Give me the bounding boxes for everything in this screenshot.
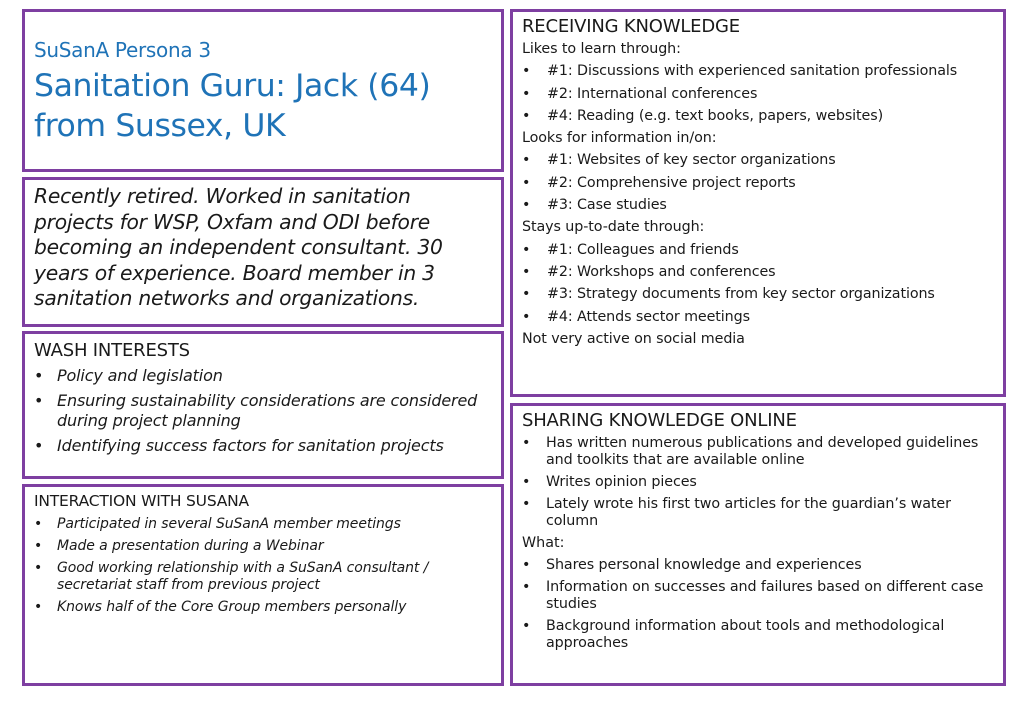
list-item: • Good working relationship with a SuSanA consultant / secretariat staff from previous project [34, 560, 493, 594]
sharing-knowledge-box [510, 403, 1006, 686]
list-item: • Information on successes and failures based on different case studies [522, 579, 995, 613]
list-item: • Knows half of the Core Group members personally [34, 599, 493, 616]
persona-title-line: from Sussex, UK [34, 108, 286, 144]
list-item: • Writes opinion pieces [522, 474, 995, 491]
list-item: • #2: Workshops and conferences [522, 261, 995, 283]
uptodate-list [522, 239, 995, 328]
bio-line: years of experience. Board member in 3 [34, 260, 435, 285]
sharing-list [522, 435, 995, 530]
list-item: • Policy and legislation [34, 366, 493, 387]
list-item: • Background information about tools and methodological approaches [522, 618, 995, 652]
receiving-knowledge-box [510, 9, 1006, 397]
list-item: • #2: International conferences [522, 83, 995, 105]
learn-list [522, 60, 995, 127]
info-list [522, 149, 995, 216]
list-item: • #1: Websites of key sector organizations [522, 149, 995, 171]
list-item: • Has written numerous publications and developed guidelines and toolkits that are available online [522, 435, 995, 469]
bio-line: becoming an independent consultant. 30 [34, 235, 443, 259]
wash-interests-heading: WASH INTERESTS [34, 340, 190, 361]
list-item: • Made a presentation during a Webinar [34, 538, 493, 555]
what-label: What: [522, 535, 565, 551]
interaction-heading: INTERACTION WITH SUSANA [34, 492, 249, 510]
bio-line: Recently retired. Worked in sanitation [34, 184, 411, 208]
interaction-list [34, 516, 493, 616]
persona-title-line: Sanitation Guru: Jack (64) [34, 68, 431, 104]
info-label: Looks for information in/on: [522, 130, 717, 147]
list-item: • #3: Case studies [522, 194, 995, 216]
persona-bio-box [22, 177, 504, 327]
sharing-heading: SHARING KNOWLEDGE ONLINE [522, 410, 797, 431]
list-item: • Lately wrote his first two articles for the guardian’s water column [522, 496, 995, 530]
what-list [522, 557, 995, 652]
list-item: • #2: Comprehensive project reports [522, 172, 995, 194]
learn-label: Likes to learn through: [522, 41, 681, 57]
persona-subtitle: SuSanA Persona 3 [34, 38, 211, 62]
receiving-heading: RECEIVING KNOWLEDGE [522, 16, 740, 37]
list-item: • #4: Reading (e.g. text books, papers, websites) [522, 105, 995, 127]
persona-title-box [22, 9, 504, 172]
uptodate-label: Stays up-to-date through: [522, 219, 705, 236]
list-item: • #1: Discussions with experienced sanitation professionals [522, 60, 995, 82]
persona-title [34, 66, 501, 146]
list-item: • #1: Colleagues and friends [522, 239, 995, 261]
interaction-box [22, 484, 504, 686]
list-item: • Ensuring sustainability considerations are considered during project planning [34, 391, 493, 432]
persona-bio [34, 184, 493, 312]
list-item: • #3: Strategy documents from key sector organizations [522, 283, 995, 305]
bio-line: projects for WSP, Oxfam and ODI before [34, 209, 431, 234]
social-media-note: Not very active on social media [522, 330, 745, 347]
list-item: • Shares personal knowledge and experiences [522, 557, 995, 574]
wash-interests-list [34, 366, 493, 456]
wash-interests-box [22, 331, 504, 479]
list-item: • #4: Attends sector meetings [522, 306, 995, 328]
list-item: • Participated in several SuSanA member meetings [34, 516, 493, 533]
list-item: • Identifying success factors for sanitation projects [34, 436, 493, 457]
bio-line: sanitation networks and organizations. [34, 286, 420, 310]
